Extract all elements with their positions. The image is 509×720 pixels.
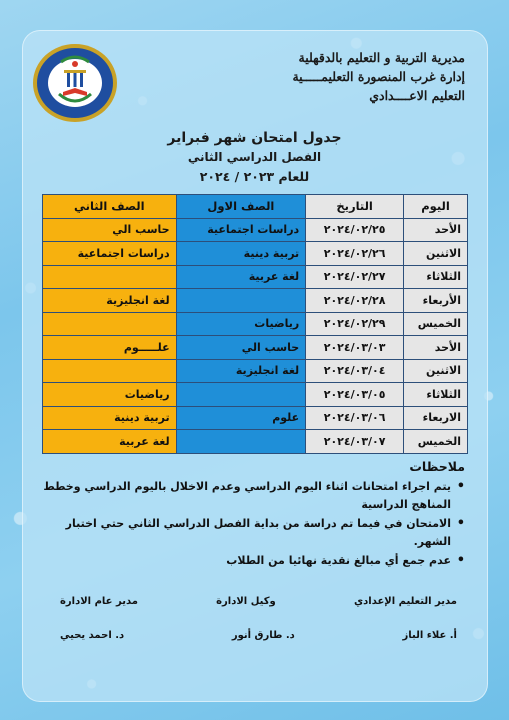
cell-date: ٢٠٢٤/٠٣/٠٤ [306,359,404,383]
cell-grade2: حاسب الي [43,218,177,242]
cell-grade2 [43,359,177,383]
cell-grade1: دراسات اجتماعية [176,218,306,242]
header-day: اليوم [404,195,468,219]
cell-date: ٢٠٢٤/٠٣/٠٧ [306,430,404,454]
cell-date: ٢٠٢٤/٠٣/٠٥ [306,383,404,407]
cell-grade2: دراسات اجتماعية [43,242,177,266]
cell-grade2: علـــــوم [43,336,177,360]
cell-grade1: علوم [176,406,306,430]
schedule-title: جدول امتحان شهر فبراير [167,130,342,146]
cell-day: الثلاثاء [404,383,468,407]
note-item: • الامتحان في فيما تم دراسة من بداية الفصل الدراسي الثاني حتي اختبار الشهر. [34,515,465,551]
cell-date: ٢٠٢٤/٠٢/٢٩ [306,312,404,336]
table-row [43,265,468,289]
signature-titles [60,596,457,607]
header-line-stage: التعليم الاعــــدادي [369,88,465,103]
directorate-header [292,48,465,105]
notes-heading: ملاحظات [409,459,465,474]
signature-name-general-director: د. احمد يحيي [60,630,125,641]
table-row [43,312,468,336]
cell-day: الاثنين [404,359,468,383]
signature-title-general-director: مدير عام الادارة [60,596,138,607]
signature-title-preparatory-director: مدير التعليم الإعدادي [353,596,457,607]
cell-grade2: رياضيات [43,383,177,407]
cell-day: الأحد [404,218,468,242]
cell-grade1: لغة انجليزية [176,359,306,383]
table-row [43,289,468,313]
directorate-logo [31,42,119,124]
table-row [43,242,468,266]
cell-grade1: تربية دينية [176,242,306,266]
cell-grade1 [176,289,306,313]
cell-day: الاثنين [404,242,468,266]
table-row [43,430,468,454]
cell-date: ٢٠٢٤/٠٣/٠٦ [306,406,404,430]
cell-date: ٢٠٢٤/٠٢/٢٧ [306,265,404,289]
signature-name-deputy: د. طارق أنور [231,630,295,641]
cell-day: الخميس [404,430,468,454]
cell-grade1: حاسب الي [176,336,306,360]
cell-grade1: رياضيات [176,312,306,336]
table-row [43,359,468,383]
cell-date: ٢٠٢٤/٠٣/٠٣ [306,336,404,360]
notes-list [34,478,465,571]
cell-date: ٢٠٢٤/٠٢/٢٦ [306,242,404,266]
signature-names [60,630,457,641]
header-grade1: الصف الاول [176,195,306,219]
table-header-row [43,195,468,219]
table-row [43,336,468,360]
academic-year: للعام ٢٠٢٣ / ٢٠٢٤ [199,169,310,184]
cell-grade2: لغة انجليزية [43,289,177,313]
term-subtitle: الفصل الدراسي الثاني [187,150,322,164]
signature-title-deputy: وكيل الادارة [216,596,276,607]
header-line-administration: إدارة غرب المنصورة التعليمـــــية [292,69,465,84]
table-row [43,383,468,407]
table-row [43,218,468,242]
cell-grade1 [176,383,306,407]
exam-schedule-table [42,194,468,454]
cell-grade2: تربية دينية [43,406,177,430]
cell-grade2: لغة عربية [43,430,177,454]
cell-date: ٢٠٢٤/٠٢/٢٥ [306,218,404,242]
table-row [43,406,468,430]
education-directorate-seal-icon [31,42,119,124]
signature-name-preparatory-director: أ. علاء الباز [402,630,457,641]
cell-grade1: لغة عربية [176,265,306,289]
header-date: التاريخ [306,195,404,219]
cell-day: الاربعاء [404,406,468,430]
cell-grade1 [176,430,306,454]
cell-grade2 [43,312,177,336]
header-line-directorate: مديرية التربية و التعليم بالدقهلية [298,50,465,65]
cell-date: ٢٠٢٤/٠٢/٢٨ [306,289,404,313]
header-grade2: الصف الثاني [43,195,177,219]
note-item: • يتم اجراء امتحانات اثناء اليوم الدراسي وعدم الاخلال باليوم الدراسي وخطط المناهج الدراسية [34,478,465,514]
note-item: • عدم جمع أي مبالغ نقدية نهائيا من الطلاب [34,552,465,570]
cell-grade2 [43,265,177,289]
cell-day: الثلاثاء [404,265,468,289]
cell-day: الأربعاء [404,289,468,313]
cell-day: الخميس [404,312,468,336]
cell-day: الأحد [404,336,468,360]
